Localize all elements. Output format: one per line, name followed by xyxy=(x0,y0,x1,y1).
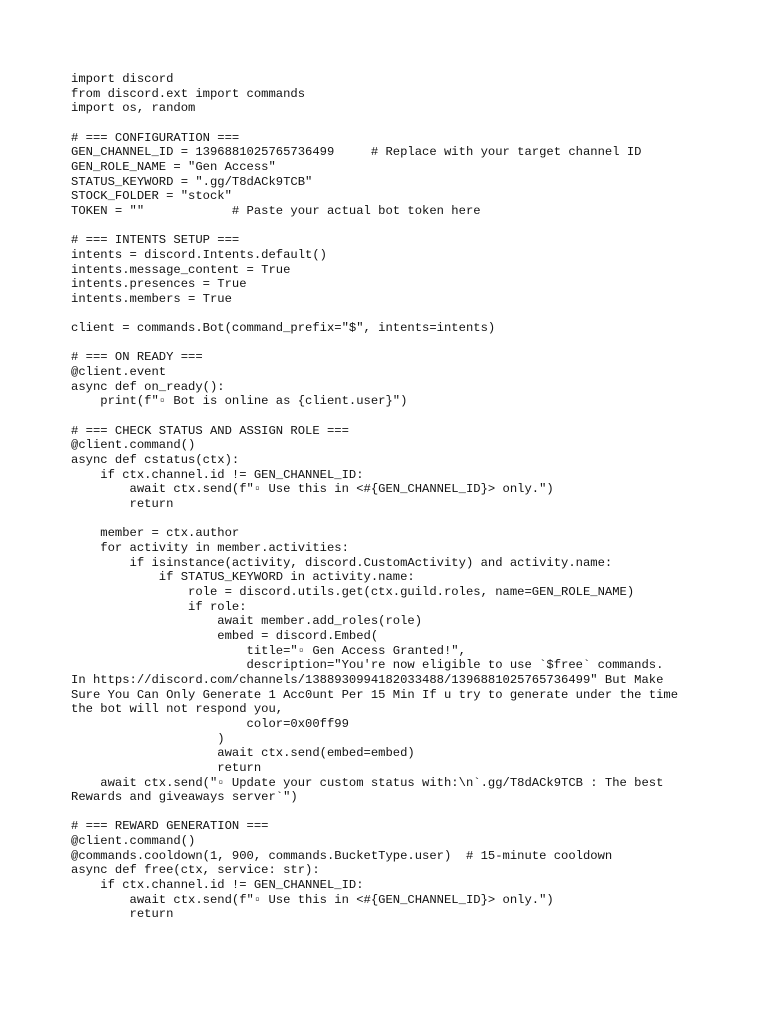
blank-line xyxy=(71,805,711,820)
code-line: async def cstatus(ctx): xyxy=(71,453,240,468)
code-line: async def on_ready(): xyxy=(71,379,225,394)
code-line: await ctx.send("▫ Update your custom status with:\n`.gg/T8dACk9TCB : The best xyxy=(71,775,664,790)
code-line: embed = discord.Embed( xyxy=(71,628,379,643)
code-line: @client.event xyxy=(71,365,167,380)
blank-line xyxy=(71,512,711,527)
code-line: await ctx.send(f"▫ Use this in <#{GEN_CHANNEL_ID}> only.") xyxy=(71,482,554,497)
code-line: import os, random xyxy=(71,101,196,116)
code-line: await ctx.send(f"▫ Use this in <#{GEN_CHANNEL_ID}> only.") xyxy=(71,892,554,907)
code-line: intents.members = True xyxy=(71,291,232,306)
blank-line xyxy=(71,307,711,322)
code-line: if role: xyxy=(71,599,247,614)
blank-line xyxy=(71,219,711,234)
code-line: In https://discord.com/channels/1388930994182033488/1396881025765736499" But Make xyxy=(71,672,664,687)
code-line: the bot will not respond you, xyxy=(71,702,284,717)
code-line: intents = discord.Intents.default() xyxy=(71,247,327,262)
code-line: # === REWARD GENERATION === xyxy=(71,819,269,834)
code-listing xyxy=(71,72,711,922)
code-line: # === CONFIGURATION === xyxy=(71,130,240,145)
code-line: role = discord.utils.get(ctx.guild.roles, name=GEN_ROLE_NAME) xyxy=(71,584,635,599)
code-line: from discord.ext import commands xyxy=(71,86,306,101)
code-line: if isinstance(activity, discord.CustomActivity) and activity.name: xyxy=(71,555,613,570)
code-line: await ctx.send(embed=embed) xyxy=(71,746,415,761)
blank-line xyxy=(71,409,711,424)
code-line: GEN_ROLE_NAME = "Gen Access" xyxy=(71,159,276,174)
code-line: return xyxy=(71,497,174,512)
code-line: return xyxy=(71,760,262,775)
code-line: title="▫ Gen Access Granted!", xyxy=(71,643,466,658)
code-line: intents.message_content = True xyxy=(71,262,291,277)
code-line: for activity in member.activities: xyxy=(71,541,349,555)
code-line: Rewards and giveaways server`") xyxy=(71,790,298,805)
code-line: client = commands.Bot(command_prefix="$", intents=intents) xyxy=(71,321,496,336)
blank-line xyxy=(71,336,711,351)
code-line: description="You're now eligible to use `$free` commands. xyxy=(71,658,664,673)
code-line: Sure You Can Only Generate 1 Acc0unt Per 15 Min If u try to generate under the time xyxy=(71,687,679,702)
code-line: # === CHECK STATUS AND ASSIGN ROLE === xyxy=(71,423,349,438)
code-line: if ctx.channel.id != GEN_CHANNEL_ID: xyxy=(71,467,364,482)
code-line: TOKEN = "" # Paste your actual bot token here xyxy=(71,203,481,218)
code-line: member = ctx.author xyxy=(71,526,240,541)
code-line: @client.command() xyxy=(71,834,196,849)
code-line: ) xyxy=(71,731,225,746)
code-line: # === INTENTS SETUP === xyxy=(71,233,240,248)
code-line: import discord xyxy=(71,72,174,86)
code-line: @commands.cooldown(1, 900, commands.BucketType.user) # 15-minute cooldown xyxy=(71,848,613,863)
code-line: intents.presences = True xyxy=(71,277,247,292)
code-line: print(f"▫ Bot is online as {client.user}") xyxy=(71,394,408,409)
code-line: if ctx.channel.id != GEN_CHANNEL_ID: xyxy=(71,878,364,893)
code-line: STOCK_FOLDER = "stock" xyxy=(71,189,232,204)
code-line: # === ON READY === xyxy=(71,350,203,365)
code-line: GEN_CHANNEL_ID = 1396881025765736499 # Replace with your target channel ID xyxy=(71,145,642,160)
code-line: return xyxy=(71,907,174,922)
code-line: await member.add_roles(role) xyxy=(71,614,423,629)
code-line: color=0x00ff99 xyxy=(71,716,349,731)
code-line: STATUS_KEYWORD = ".gg/T8dACk9TCB" xyxy=(71,174,313,189)
code-line: if STATUS_KEYWORD in activity.name: xyxy=(71,570,415,585)
blank-line xyxy=(71,116,711,131)
code-line: @client.command() xyxy=(71,438,196,453)
code-line: async def free(ctx, service: str): xyxy=(71,863,320,878)
